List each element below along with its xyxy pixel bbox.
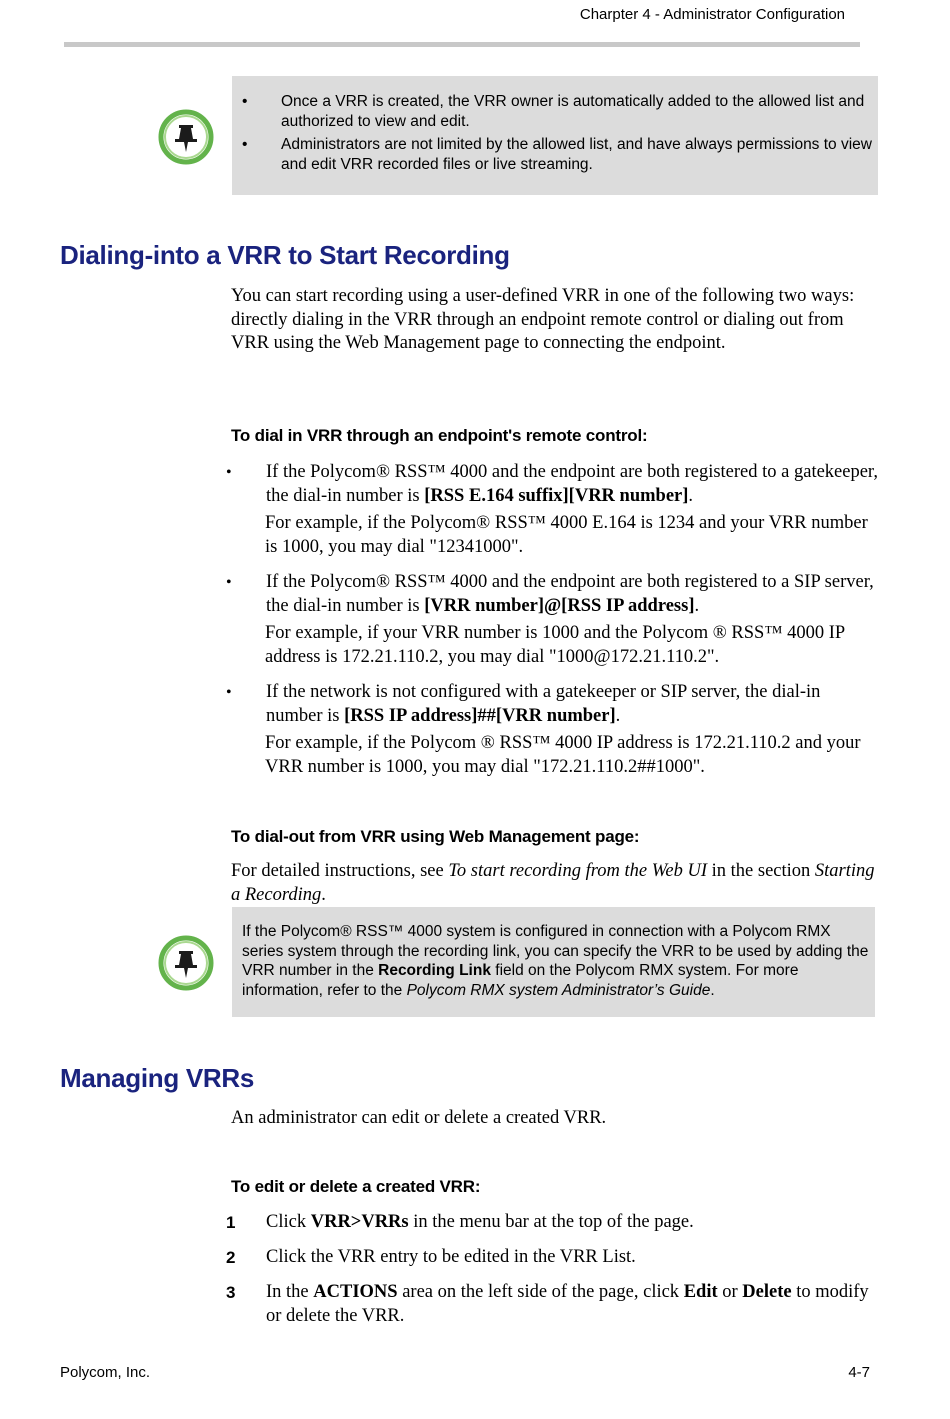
bullet-example: For example, if the Polycom ® RSS™ 4000 IP address is 172.21.110.2 and your VRR number is 1000, you may dial "172.21.110.2##1000".: [265, 733, 861, 777]
pushpin-icon: [157, 108, 215, 166]
bullet-example: For example, if the Polycom® RSS™ 4000 E.164 is 1234 and your VRR number is 1000, you may dial "12341000".: [265, 513, 868, 557]
bullet-end: .: [615, 705, 621, 726]
note-box: [232, 76, 878, 195]
cross-reference-link[interactable]: Starting a Recording: [231, 861, 875, 905]
step-text: Click the VRR entry to be edited in the VRR List.: [266, 1247, 636, 1267]
header-rule: [64, 42, 860, 47]
field-name: Recording Link: [378, 962, 491, 980]
step-number: 3: [226, 1283, 236, 1302]
procedure-heading: To dial-out from VRR using Web Management page:: [231, 827, 640, 846]
step-text: to modify or delete the VRR.: [266, 1282, 869, 1326]
guide-reference: Polycom RMX system Administrator’s Guide: [406, 981, 711, 999]
bullet-text: If the network is not configured with a gatekeeper or SIP server, the dial-in number is: [266, 682, 821, 726]
step-item: [226, 1281, 881, 1328]
bullet-end: .: [688, 485, 694, 506]
procedure-heading: To dial in VRR through an endpoint's remote control:: [231, 426, 648, 445]
step-text: Click: [266, 1212, 311, 1232]
note-text: [232, 907, 875, 1000]
note-item: [232, 92, 878, 132]
bullet-item: [226, 681, 881, 779]
note-text-part: .: [710, 981, 715, 999]
bullet-text: If the Polycom® RSS™ 4000 and the endpoint are both registered to a gatekeeper, the dial-in number is: [266, 462, 878, 506]
para-text: .: [321, 884, 326, 905]
step-item: [226, 1211, 881, 1235]
step-text: or: [717, 1282, 743, 1302]
dial-format: [VRR number]@[RSS IP address]: [424, 595, 695, 616]
step-text: in the menu bar at the top of the page.: [408, 1212, 694, 1232]
page-number: 4-7: [848, 1364, 870, 1381]
edit-action: Edit: [683, 1282, 718, 1302]
para-text: For detailed instructions, see: [231, 861, 449, 881]
note-text-part: If the Polycom® RSS™ 4000 system is configured in connection with a Polycom RMX series system through the recording link, you can specify the VRR to be used by adding the VRR number in the: [242, 923, 869, 980]
note-text-part: field on the Polycom RMX system. For more information, refer to the: [242, 962, 799, 999]
dial-format: [RSS E.164 suffix][VRR number]: [424, 485, 689, 506]
cross-reference-link[interactable]: To start recording from the Web UI: [448, 861, 708, 881]
pushpin-icon: [157, 934, 215, 992]
bullet-item: [226, 571, 881, 669]
step-number: 1: [226, 1213, 236, 1232]
procedure-heading: To edit or delete a created VRR:: [231, 1177, 481, 1196]
step-text: area on the left side of the page, click: [397, 1282, 684, 1302]
note-item: [232, 135, 878, 175]
menu-path: VRR>VRRs: [310, 1212, 409, 1232]
section-heading: Managing VRRs: [60, 1063, 255, 1093]
bullet-mark: •: [242, 93, 248, 110]
section-intro: An administrator can edit or delete a created VRR.: [231, 1108, 607, 1128]
footer-company: Polycom, Inc.: [60, 1364, 151, 1381]
section-heading: Dialing-into a VRR to Start Recording: [60, 240, 510, 270]
step-text: In the: [266, 1282, 314, 1302]
para-text: in the section: [707, 861, 815, 881]
dial-format: [RSS IP address]##[VRR number]: [344, 705, 616, 726]
bullet-item: [226, 461, 881, 559]
dial-out-paragraph: [231, 860, 881, 907]
bullet-mark: •: [226, 464, 232, 481]
note-box: [232, 907, 875, 1017]
running-head: Charpter 4 - Administrator Configuration: [579, 6, 845, 23]
bullet-text: If the Polycom® RSS™ 4000 and the endpoint are both registered to a SIP server, the dial-in number is: [266, 572, 874, 616]
section-intro: You can start recording using a user-defined VRR in one of the following two ways: directly dialing in the VRR through an endpoint remote control or dialing out from VRR using the Web Management page to connecting the endpoint.: [231, 286, 855, 353]
bullet-mark: •: [226, 574, 232, 591]
bullet-example: For example, if your VRR number is 1000 and the Polycom ® RSS™ 4000 IP address is 172.21.110.2, you may dial "1000@172.21.110.2".: [265, 623, 845, 667]
bullet-mark: •: [226, 684, 232, 701]
bullet-end: .: [694, 595, 700, 616]
step-number: 2: [226, 1248, 236, 1267]
step-item: [226, 1246, 881, 1270]
bullet-mark: •: [242, 136, 248, 153]
ui-area-name: ACTIONS: [313, 1282, 398, 1302]
delete-action: Delete: [742, 1282, 792, 1302]
note-item-text: Once a VRR is created, the VRR owner is automatically added to the allowed list and authorized to view and edit.: [281, 93, 865, 130]
note-item-text: Administrators are not limited by the allowed list, and have always permissions to view and edit VRR recorded files or live streaming.: [281, 136, 872, 173]
